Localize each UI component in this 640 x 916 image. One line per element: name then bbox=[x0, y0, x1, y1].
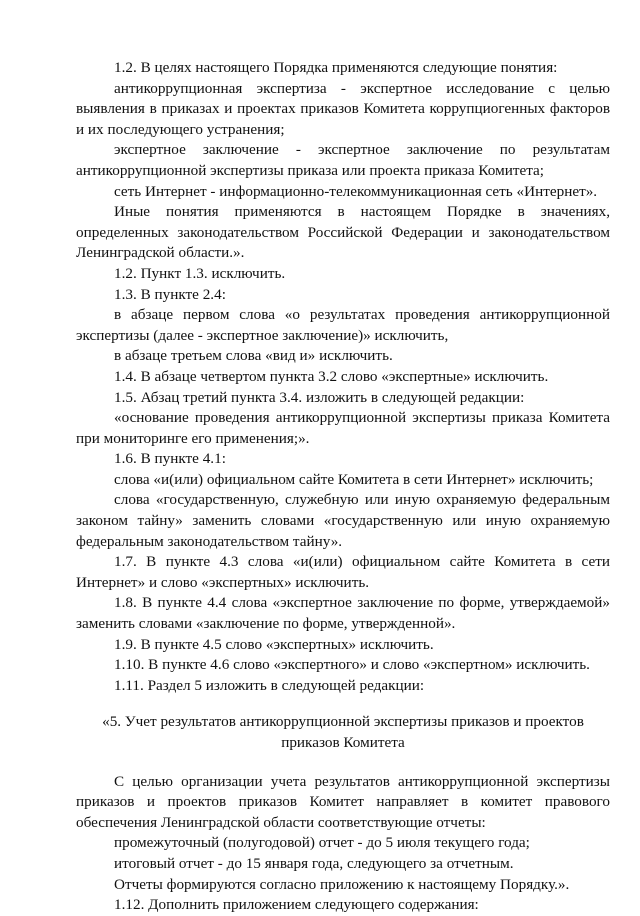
paragraph-item-1-8: 1.8. В пункте 4.4 слова «экспертное заключение по форме, утверждаемой» заменить словами «заключение по форме, утвержденной». bbox=[76, 594, 610, 633]
paragraph-item-1-6: 1.6. В пункте 4.1: bbox=[114, 450, 226, 468]
paragraph-item-1-9: 1.9. В пункте 4.5 слово «экспертных» исключить. bbox=[114, 635, 434, 653]
paragraph-item-1-11: 1.11. Раздел 5 изложить в следующей редакции: bbox=[114, 676, 425, 694]
paragraph-item-1-7: 1.7. В пункте 4.3 слова «и(или) официальном сайте Комитета в сети Интернет» и слово «экспертных» исключить. bbox=[76, 553, 610, 591]
paragraph-monitoring-basis: «основание проведения антикоррупционной экспертизы приказа Комитета при мониторинге его применения;». bbox=[76, 409, 610, 447]
paragraph-reports-intro: С целью организации учета результатов антикоррупционной экспертизы приказов и проектов приказов Комитет направляет в комитет правового обеспечения Ленинградской области соответствующие отчеты: bbox=[76, 772, 610, 831]
paragraph-first-abzac: в абзаце первом слова «о результатах проведения антикоррупционной экспертизы (далее - экспертное заключение)» исключить, bbox=[76, 306, 610, 344]
paragraph-def-expert-conclusion: экспертное заключение - экспертное заключение по результатам антикоррупционной экспертизы приказа или проекта приказа Комитета; bbox=[76, 141, 610, 179]
paragraph-words-official-site: слова «и(или) официальном сайте Комитета в сети Интернет» исключить; bbox=[114, 470, 594, 488]
paragraph-item-1-12: 1.12. Дополнить приложением следующего содержания: bbox=[114, 896, 479, 914]
paragraph-def-anticorruption-expertise: антикоррупционная экспертиза - экспертное исследование с целью выявления в приказах и проектах приказов Комитета коррупциогенных факторов и их последующего устранения; bbox=[76, 79, 610, 138]
paragraph-interim-report: промежуточный (полугодовой) отчет - до 5 июля текущего года; bbox=[114, 834, 530, 852]
paragraph-def-internet: сеть Интернет - информационно-телекоммуникационная сеть «Интернет». bbox=[114, 182, 598, 200]
paragraph-reports-form: Отчеты формируются согласно приложению к настоящему Порядку.». bbox=[114, 875, 570, 893]
paragraph-final-report: итоговый отчет - до 15 января года, следующего за отчетным. bbox=[114, 854, 514, 872]
paragraph-item-1-4: 1.4. В абзаце четвертом пункта 3.2 слово «экспертные» исключить. bbox=[114, 367, 549, 385]
paragraph-item-1-5: 1.5. Абзац третий пункта 3.4. изложить в следующей редакции: bbox=[114, 388, 525, 406]
section-5-heading: «5. Учет результатов антикоррупционной экспертизы приказов и проектов приказов Комитета bbox=[102, 713, 584, 751]
paragraph-other-terms: Иные понятия применяются в настоящем Порядке в значениях, определенных законодательством Российской Федерации и законодательством Ленинградской области.». bbox=[76, 203, 610, 262]
paragraph-third-abzac: в абзаце третьем слова «вид и» исключить. bbox=[114, 347, 393, 365]
paragraph-1-2-definitions: 1.2. В целях настоящего Порядка применяются следующие понятия: bbox=[114, 59, 558, 76]
paragraph-item-1-2: 1.2. Пункт 1.3. исключить. bbox=[114, 264, 286, 282]
paragraph-words-secret: слова «государственную, служебную или иную охраняемую федеральным законом тайну» заменить словами «государственную или иную охраняемую федеральным законодательством тайну». bbox=[76, 491, 610, 550]
paragraph-item-1-3: 1.3. В пункте 2.4: bbox=[114, 285, 226, 303]
paragraph-item-1-10: 1.10. В пункте 4.6 слово «экспертного» и слово «экспертном» исключить. bbox=[114, 656, 590, 674]
